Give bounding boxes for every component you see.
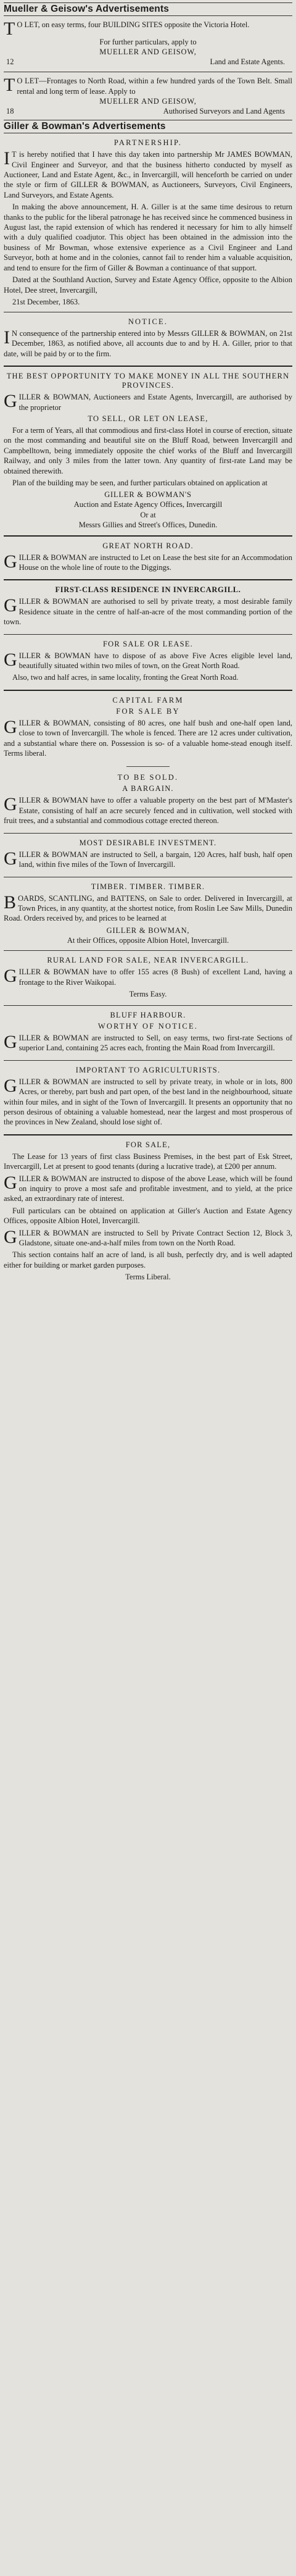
ad-body xyxy=(4,893,292,924)
drop-cap: G xyxy=(4,391,17,412)
drop-cap: G xyxy=(4,1226,17,1247)
ad-heading: FOR SALE OR LEASE. xyxy=(103,639,193,648)
paragraph: ILLER & BOWMAN are instructed to Sell, a bargain, 120 Acres, half bush, half open land, within five miles of the Town of Invercargill. xyxy=(18,850,292,869)
ad-body xyxy=(4,795,292,826)
ad-first-class-residence xyxy=(4,583,292,631)
ad-most-desirable-investment xyxy=(4,836,292,874)
drop-cap: G xyxy=(4,1031,17,1052)
paragraph: Also, two and half acres, in same locality, fronting the Great North Road. xyxy=(12,673,239,682)
ad-apply-line: For further particulars, apply to xyxy=(99,38,197,46)
ad-firm: MUELLER AND GEISOW, xyxy=(99,97,197,106)
divider xyxy=(4,950,292,951)
ad-heading: GREAT NORTH ROAD. xyxy=(102,541,194,550)
ad-heading: TO BE SOLD. xyxy=(117,773,179,782)
ad-building-sites xyxy=(4,19,292,69)
ad-body xyxy=(4,718,292,759)
ad-for-sale-lease xyxy=(4,1138,292,1286)
ad-role: Land and Estate Agents. xyxy=(210,57,285,67)
ad-signature-line xyxy=(4,106,292,116)
ad-subheading: WORTHY OF NOTICE. xyxy=(97,1021,199,1031)
drop-cap: G xyxy=(4,794,17,815)
ad-capital-farm xyxy=(4,693,292,763)
drop-cap: G xyxy=(4,716,17,737)
drop-cap: T xyxy=(4,19,15,39)
divider xyxy=(4,634,292,635)
ad-signature-line xyxy=(4,57,292,67)
ad-terms: Terms Liberal. xyxy=(125,1273,171,1282)
ad-office: At their Offices, opposite Albion Hotel, Invercargill. xyxy=(67,935,229,945)
paragraph: ILLER & BOWMAN are instructed to dispose of the above Lease, which will be found on inquiry to prove a most safe and profitable investment, and to yield, at the price asked, an extraordinary rate of interest. xyxy=(4,1174,292,1203)
ad-firm: GILLER & BOWMAN'S xyxy=(104,490,192,500)
ad-rural-land xyxy=(4,953,292,1003)
drop-cap: G xyxy=(4,966,17,987)
paragraph: ILLER & BOWMAN, Auctioneers and Estate Agents, Invercargill, are authorised by the proprietor xyxy=(18,393,292,412)
ad-heading: CAPITAL FARM xyxy=(112,695,184,705)
paragraph: ILLER & BOWMAN are authorised to sell by private treaty, a most desirable family Residence situate in the centre of half-an-acre of the most commanding portion of the town. xyxy=(4,597,292,627)
ad-subheading: TO SELL, OR LET ON LEASE, xyxy=(88,414,208,423)
ad-heading: NOTICE. xyxy=(128,317,168,326)
paragraph: This section contains half an acre of land, is all bush, perfectly dry, and is well adapted either for building or market garden purposes. xyxy=(4,1250,292,1269)
ad-heading: IMPORTANT TO AGRICULTURISTS. xyxy=(75,1065,221,1074)
ad-body xyxy=(4,1077,292,1127)
divider xyxy=(126,766,170,767)
ad-heading: TIMBER. TIMBER. TIMBER. xyxy=(91,882,205,891)
drop-cap: B xyxy=(4,892,17,913)
ad-body xyxy=(4,76,292,96)
ad-body xyxy=(4,425,292,488)
ad-date: 21st December, 1863. xyxy=(12,297,80,306)
drop-cap: I xyxy=(4,148,10,169)
paragraph: ILLER & BOWMAN have to dispose of as above Five Acres eligible level land, beautifully situated within two miles of town, on the Great North Road. xyxy=(18,651,292,671)
paragraph: For a term of Years, all that commodious and first-class Hotel in course of erection, situate on the most commanding and beautiful site on the Bluff Road, between Invercargill and Campbelltown, being immediately opposite the chief works of the Bluff and Invercargill Railway, and only 3 miles from the latter town. Any quantity of first-rate Land may be obtained therewith. xyxy=(4,425,292,475)
ad-heading: FOR SALE, xyxy=(125,1140,171,1149)
ad-heading: THE BEST OPPORTUNITY TO MAKE MONEY IN ALL THE SOUTHERN PROVINCES. xyxy=(6,372,290,390)
paragraph: ILLER & BOWMAN, consisting of 80 acres, one half bush and one-half open land, close to town of Invercargill. The whole is fenced. There are 12 acres under cultivation, and a substantial whare there on. Possession is so- of a valuable home-stead enough itself. Terms liberal. xyxy=(4,718,292,758)
ad-heading: MOST DESIRABLE INVESTMENT. xyxy=(79,838,217,847)
divider xyxy=(4,1060,292,1061)
ad-body xyxy=(4,596,292,627)
ad-heading: RURAL LAND FOR SALE, NEAR INVERCARGILL. xyxy=(47,956,249,965)
ad-body xyxy=(4,328,292,359)
ad-body xyxy=(4,651,292,683)
ad-number: 12 xyxy=(6,57,14,67)
ad-body xyxy=(4,1033,292,1053)
ad-text: O LET—Frontages to North Road, within a few hundred yards of the Town Belt. Small rental and long term of lease. Apply to xyxy=(17,77,292,96)
paragraph: Dated at the Southland Auction, Survey and Estate Agency Office, opposite to the Albion Hotel, Dee street, Invercargill, xyxy=(4,275,292,295)
section-banner-mueller-geisow: Mueller & Geisow's Advertisements xyxy=(4,2,292,16)
ad-north-road-frontages xyxy=(4,75,292,119)
ad-text: O LET, on easy terms, four BUILDING SITES opposite the Victoria Hotel. xyxy=(17,20,250,29)
ad-role: Authorised Surveyors and Land Agents xyxy=(163,107,285,116)
ad-subheading: A BARGAIN. xyxy=(122,784,174,793)
ad-or: Or at xyxy=(140,510,156,519)
ad-partnership xyxy=(4,136,292,309)
ad-firm: GILLER & BOWMAN, xyxy=(106,926,190,935)
paragraph: Plan of the building may be seen, and further particulars obtained on application at xyxy=(12,478,268,487)
paragraph: ILLER & BOWMAN are instructed to Sell by Private Contract Section 12, Block 3, Gladstone, situate one-and-a-half miles from town on the North Road. xyxy=(18,1228,292,1248)
ad-body xyxy=(4,1152,292,1270)
ad-body xyxy=(4,553,292,573)
ad-dunedin-office: Messrs Gillies and Street's Offices, Dunedin. xyxy=(78,521,218,530)
drop-cap: G xyxy=(4,1075,17,1096)
paragraph: ILLER & BOWMAN are instructed to Let on Lease the best site for an Accommodation House on the whole line of route to the Diggings. xyxy=(18,553,292,572)
divider xyxy=(4,833,292,834)
section-banner-giller-bowman: Giller & Bowman's Advertisements xyxy=(4,120,292,133)
ad-great-north-road xyxy=(4,539,292,577)
paragraph: ILLER & BOWMAN have to offer 155 acres (8 Bush) of excellent Land, having a frontage to the River Waikopai. xyxy=(18,968,292,987)
divider xyxy=(4,1005,292,1006)
divider xyxy=(4,1134,292,1135)
divider xyxy=(4,690,292,691)
ad-heading: BLUFF HARBOUR. xyxy=(110,1010,186,1019)
drop-cap: G xyxy=(4,848,17,869)
paragraph: ILLER & BOWMAN are instructed to Sell, on easy terms, two first-rate Sections of superior Land, containing 25 acres each, fronting the Main Road from Invercargill. xyxy=(18,1033,292,1053)
paragraph: In making the above announcement, H. A. Giller is at the same time desirous to return thanks to the public for the liberal patronage he has received since he commenced business in August last, the rapid extension of which has rendered it necessary for him to ally himself with a duly qualified coadjutor. This object has been obtained in the admission into the business of Mr Bowman, whose extensive experience as a Civil Engineer and Land Surveyor, both at home and in the colonies, cannot fail to render him a valuable acquisition, and tend to ensure for the firm of Giller & Bowman a continuance of that support. xyxy=(4,203,292,272)
drop-cap: G xyxy=(4,649,17,670)
paragraph: T is hereby notified that I have this day taken into partnership Mr JAMES BOWMAN, Civil Engineer and Surveyor, and that the business hitherto conducted by myself as Auctioneer, Land and Estate Agent, &c., in Invercargill, will henceforth be carried on under the style or firm of GILLER & BOWMAN, as Auctioneers, Surveyors, Civil Engineers, Land Surveyors, and Estate Agents. xyxy=(4,150,292,199)
ad-to-be-sold xyxy=(4,771,292,830)
ad-body xyxy=(4,19,292,39)
paragraph: OARDS, SCANTLING, and BATTENS, on Sale to order. Delivered in Invercargill, at Town Prices, in any quantity, at the shortest notice, from Roslin Lee Saw Mills, Dunedin Road. Orders received by, and prices to be learned at xyxy=(4,893,292,923)
drop-cap: G xyxy=(4,551,17,572)
ad-heading: FIRST-CLASS RESIDENCE IN INVERCARGILL. xyxy=(55,585,241,595)
divider xyxy=(4,366,292,367)
ad-for-sale-or-lease xyxy=(4,637,292,687)
ad-body xyxy=(4,149,292,295)
paragraph: The Lease for 13 years of first class Business Premises, in the best part of Esk Street, Invercargill, Let at present to good tenants (during a lucrative trade), at £200 per annum. xyxy=(4,1152,292,1171)
paragraph: Full particulars can be obtained on application at Giller's Auction and Estate Agency Offices, opposite Albion Hotel, Invercargill. xyxy=(4,1206,292,1226)
ad-heading: PARTNERSHIP. xyxy=(113,138,183,148)
paragraph: ILLER & BOWMAN have to offer a valuable property on the best part of M'Master's Estate, consisting of half an acre securely fenced and in cultivation, well stocked with fruit trees, and a substantial and commodious cottage erected thereon. xyxy=(4,796,292,826)
ad-number: 18 xyxy=(6,107,14,116)
drop-cap: G xyxy=(4,1172,17,1193)
paragraph: N consequence of the partnership entered into by Messrs GILLER & BOWMAN, on 21st December, 1863, as notified above, all accounts due to and by H. A. Giller, prior to that date, will be paid by or to the firm. xyxy=(4,328,292,358)
ad-important-agriculturists xyxy=(4,1063,292,1132)
divider xyxy=(4,579,292,580)
paragraph: ILLER & BOWMAN are instructed to sell by private treaty, in whole or in lots, 800 Acres, or thereby, part bush and part open, of the best land in the neighbourhood, situate within four miles, and in sight of the Town of Invercargill. It presents an opportunity that no person desirous of obtaining a valuable homestead, near the largest and most prosperous of the provinces in New Zealand, should lose sight of. xyxy=(4,1077,292,1127)
drop-cap: G xyxy=(4,595,17,616)
ad-notice xyxy=(4,315,292,363)
ad-bluff-harbour xyxy=(4,1008,292,1058)
ad-body xyxy=(4,392,292,412)
ad-terms: Terms Easy. xyxy=(129,989,167,998)
ad-body xyxy=(4,850,292,870)
ad-timber xyxy=(4,880,292,948)
ad-firm: MUELLER AND GEISOW, xyxy=(99,48,197,57)
drop-cap: I xyxy=(4,327,10,348)
ad-office: Auction and Estate Agency Offices, Invercargill xyxy=(73,500,223,509)
ad-subheading: FOR SALE BY xyxy=(116,706,180,716)
ad-body xyxy=(4,967,292,987)
ad-best-opportunity xyxy=(4,369,292,532)
drop-cap: T xyxy=(4,75,15,96)
divider xyxy=(4,535,292,537)
